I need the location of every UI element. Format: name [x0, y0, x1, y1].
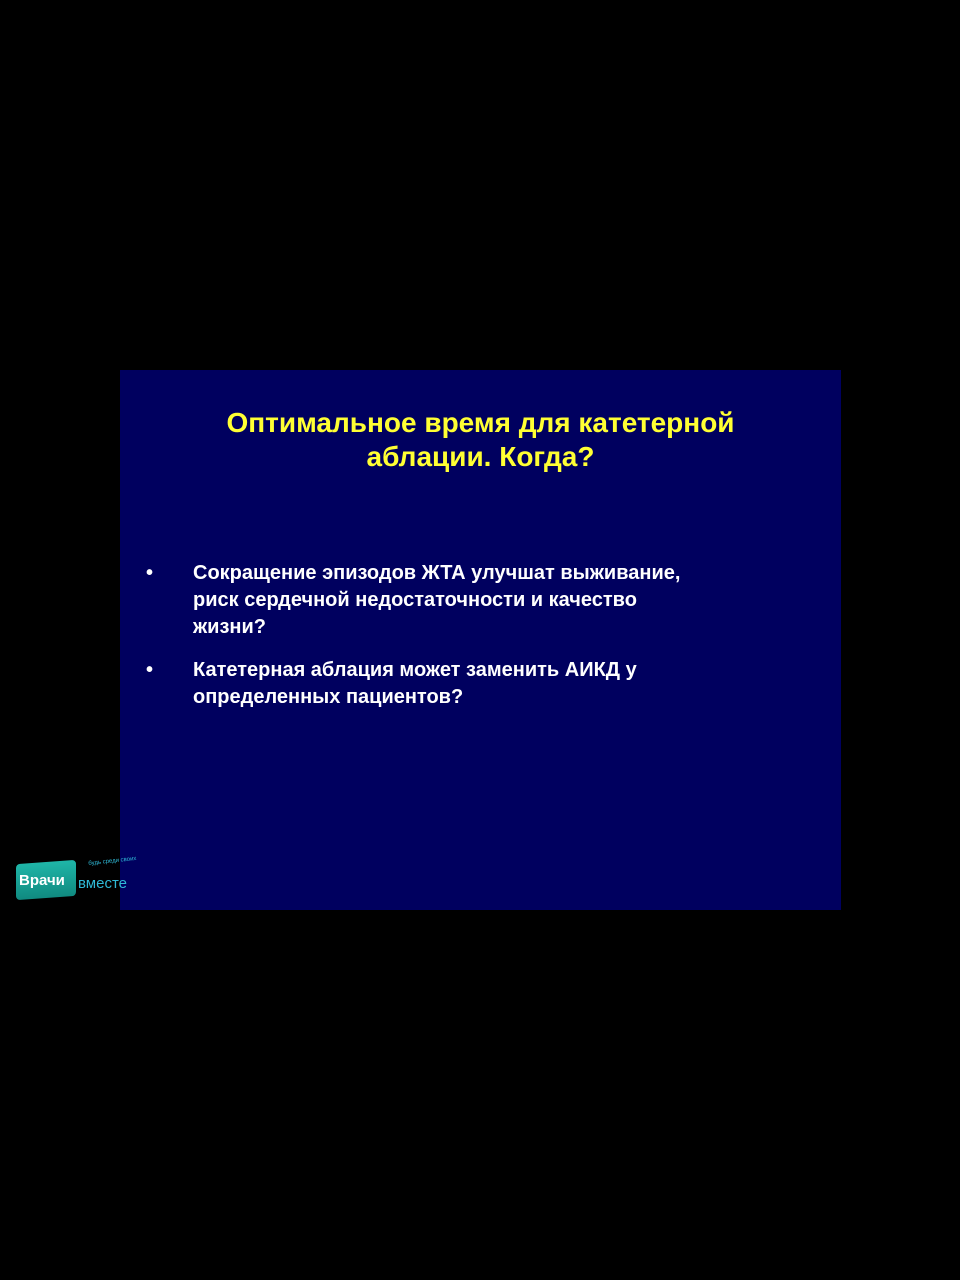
presentation-slide: [120, 370, 841, 910]
logo-tagline: будь среди своих: [88, 855, 137, 867]
bullet-item: [120, 657, 841, 711]
slide-title: [120, 406, 841, 474]
bullet-text: [193, 560, 801, 641]
slide-title-line-1: Оптимальное время для катетерной: [226, 407, 735, 438]
bullet-text: [193, 657, 801, 711]
bullet-text-line: риск сердечной недостаточности и качество: [193, 589, 637, 611]
watermark-logo: [16, 855, 146, 908]
bullet-text-line: жизни?: [193, 616, 267, 638]
logo-word-primary: Врачи: [19, 872, 65, 889]
bullet-list: [120, 560, 841, 727]
bullet-text-line: Сокращение эпизодов ЖТА улучшат выживание,: [193, 562, 681, 584]
bullet-text-line: определенных пациентов?: [193, 686, 464, 708]
bullet-item: [120, 560, 841, 641]
bullet-text-line: Катетерная аблация может заменить АИКД у: [193, 659, 637, 681]
bullet-marker: •: [146, 562, 154, 584]
slide-title-line-2: аблации. Когда?: [366, 441, 595, 472]
logo-word-secondary: вместе: [78, 875, 127, 892]
bullet-marker: •: [146, 659, 154, 681]
